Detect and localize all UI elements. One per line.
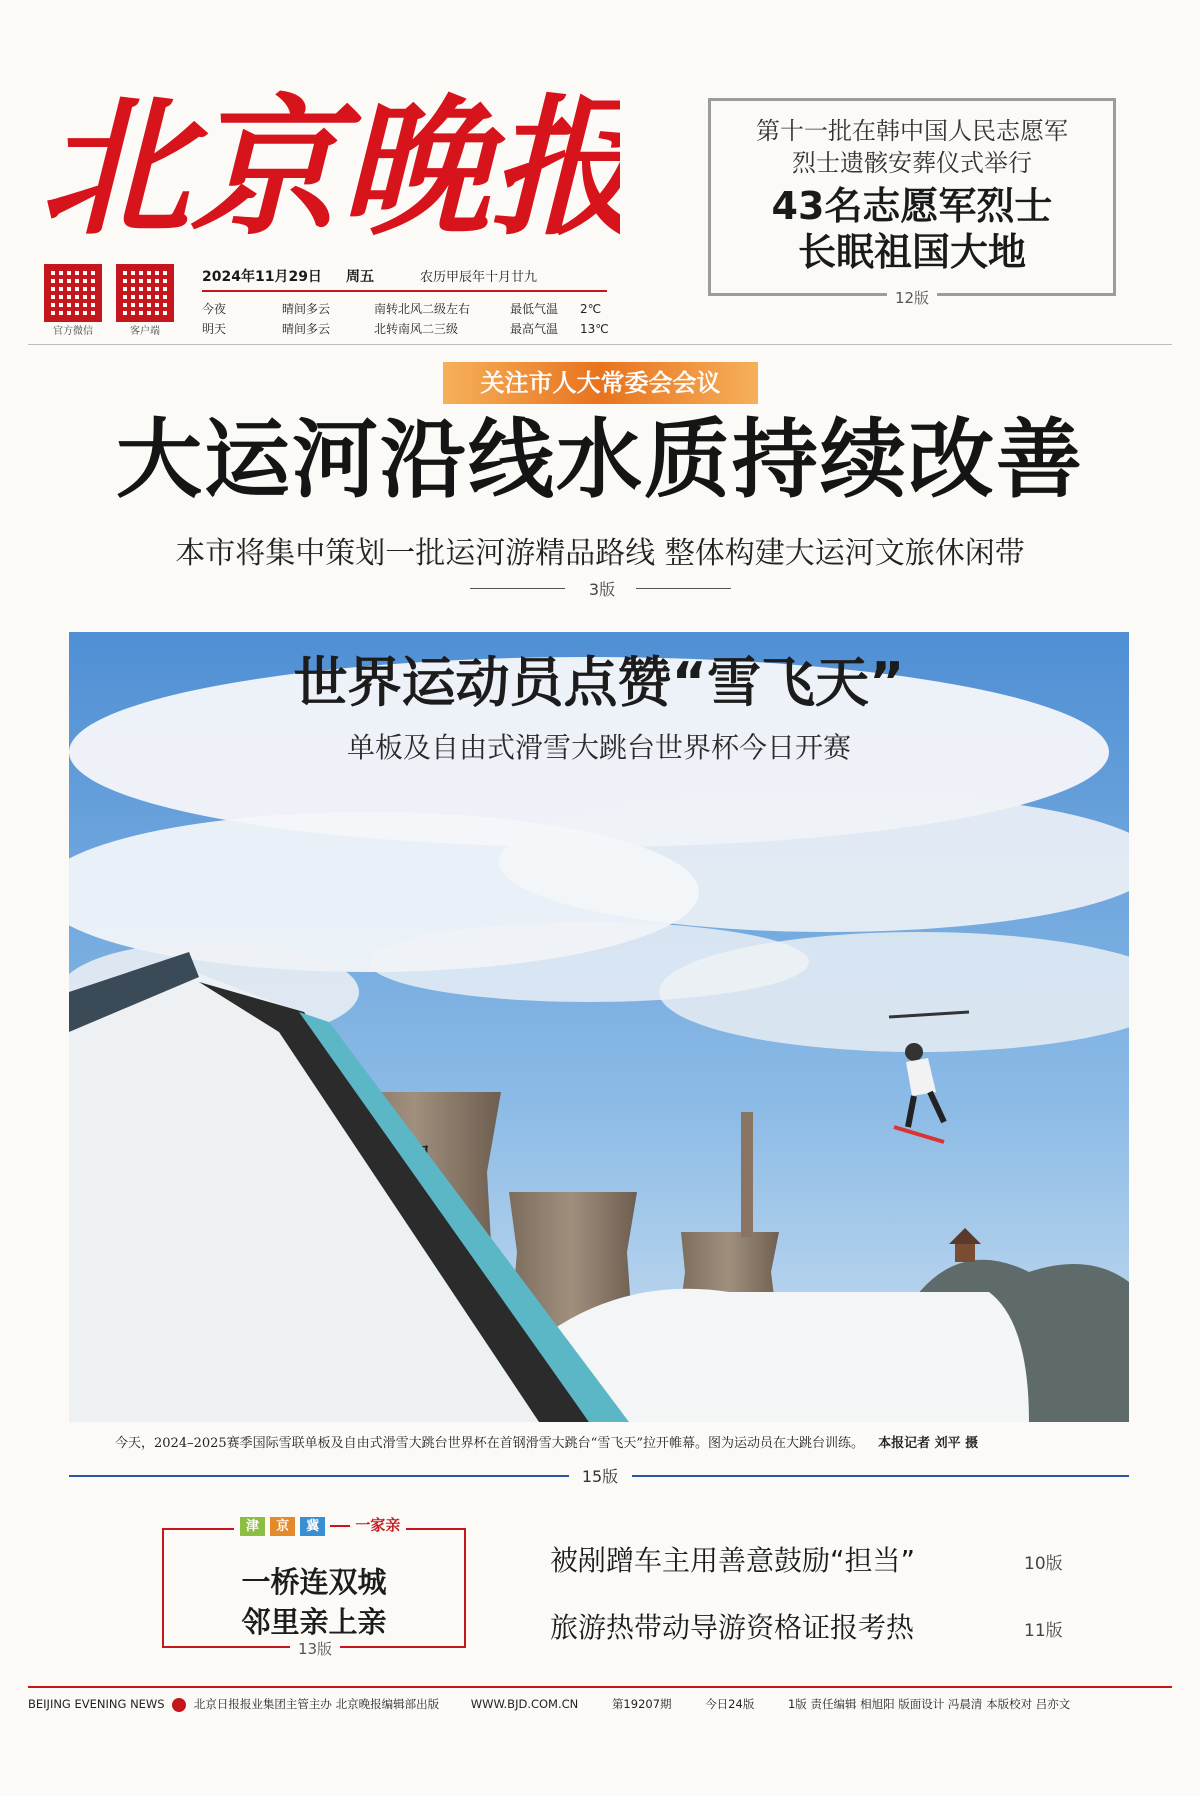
section-divider [28, 344, 1172, 345]
photo-title[interactable]: 世界运动员点赞“雪飞天” [293, 651, 905, 714]
issue-weekday: 周五 [346, 269, 374, 285]
photo-page[interactable]: 15版 [581, 1467, 619, 1486]
qr-wechat[interactable] [44, 264, 108, 337]
footer-issue: 第19207期 [611, 1697, 672, 1711]
weather-wind: 南转北风二级左右 [374, 302, 471, 316]
feature-line-2: 邻里亲上亲 [241, 1605, 387, 1639]
photo-subtitle: 单板及自由式滑雪大跳台世界杯今日开赛 [346, 731, 851, 764]
photo-caption [115, 1432, 1115, 1451]
lead-headline[interactable]: 大运河沿线水质持续改善 [116, 410, 1084, 510]
weather-row-tomorrow [202, 320, 609, 337]
brief-page[interactable]: 11版 [1024, 1621, 1063, 1641]
qr-app-label: 客户端 [130, 326, 160, 337]
lead-kicker: 关注市人大常委会会议 [443, 362, 758, 404]
footer-brand: BEIJING EVENING NEWS [28, 1697, 165, 1711]
feature-badge [234, 1514, 406, 1535]
footer-publisher: 北京日报报业集团主管主办 北京晚报编辑部出版 [193, 1697, 440, 1711]
masthead-logo-graphic [40, 45, 620, 270]
issue-date: 2024年11月29日 [202, 269, 322, 285]
tease-kicker-2: 烈士遗骸安葬仪式举行 [792, 149, 1032, 177]
footer-rule [28, 1686, 1172, 1688]
weather-row-tonight [202, 300, 601, 317]
masthead-title: 北京晚报 [40, 80, 620, 256]
feature-box[interactable] [162, 1528, 466, 1648]
rule-right [636, 588, 731, 589]
brief-page[interactable]: 10版 [1024, 1554, 1063, 1574]
qr-code-icon [44, 264, 102, 322]
tease-headline-1: 43名志愿军烈士 [771, 184, 1053, 228]
brief-item[interactable]: 被剐蹭车主用善意鼓励“担当” [550, 1544, 916, 1577]
photo-credit: 本报记者 刘平 摄 [878, 1436, 979, 1451]
weather-temp-label: 最高气温 [510, 322, 559, 336]
footer-url[interactable]: WWW.BJD.COM.CN [470, 1697, 579, 1711]
caption-text: 今天，2024–2025赛季国际雪联单板及自由式滑雪大跳台世界杯在首钢滑雪大跳台“雪飞天”拉开帷幕。图为运动员在大跳台训练。 [115, 1436, 864, 1451]
rule-left [470, 588, 565, 589]
rule-left [69, 1475, 569, 1477]
masthead-rule [202, 290, 607, 292]
footer-pages: 今日24版 [705, 1697, 755, 1711]
tease-page-label: 12版 [887, 289, 937, 307]
brief-item[interactable]: 旅游热带动导游资格证报考热 [550, 1611, 915, 1644]
qr-app[interactable] [116, 264, 180, 337]
weather-wind: 北转南风二三级 [374, 322, 459, 336]
weather-sky: 晴间多云 [282, 302, 331, 316]
qr-code-icon [116, 264, 174, 322]
footer [28, 1696, 1172, 1712]
weather-temp: 13℃ [580, 322, 609, 336]
weather-temp-label: 最低气温 [510, 302, 559, 316]
badge-char: 京 [270, 1517, 295, 1536]
badge-tail: 一家亲 [355, 1516, 401, 1534]
weather-day: 明天 [202, 322, 227, 336]
rule-right [632, 1475, 1129, 1477]
tease-page[interactable] [878, 287, 946, 308]
badge-char: 津 [240, 1517, 265, 1536]
badge-dash [330, 1525, 350, 1527]
tease-kicker-1: 第十一批在韩中国人民志愿军 [756, 117, 1068, 145]
feature-page-label: 13版 [290, 1640, 340, 1658]
feature-page[interactable] [280, 1638, 350, 1659]
lead-deck: 本市将集中策划一批运河游精品路线 整体构建大运河文旅休闲带 [175, 536, 1025, 571]
badge-char: 冀 [300, 1517, 325, 1536]
feature-line-1: 一桥连双城 [241, 1565, 387, 1599]
tease-box[interactable] [708, 98, 1116, 296]
masthead-logo [40, 45, 620, 270]
tease-headline-2: 长眠祖国大地 [797, 230, 1026, 274]
qr-wechat-label: 官方微信 [53, 326, 93, 337]
logo-icon [172, 1698, 186, 1712]
weather-day: 今夜 [202, 302, 227, 316]
lunar-date: 农历甲辰年十月廿九 [420, 270, 538, 285]
lead-page[interactable]: 3版 [588, 580, 616, 599]
weather-sky: 晴间多云 [282, 322, 331, 336]
footer-editors: 1版 责任编辑 相旭阳 版面设计 冯晨清 本版校对 吕亦文 [787, 1697, 1071, 1711]
weather-temp: 2℃ [580, 302, 602, 316]
